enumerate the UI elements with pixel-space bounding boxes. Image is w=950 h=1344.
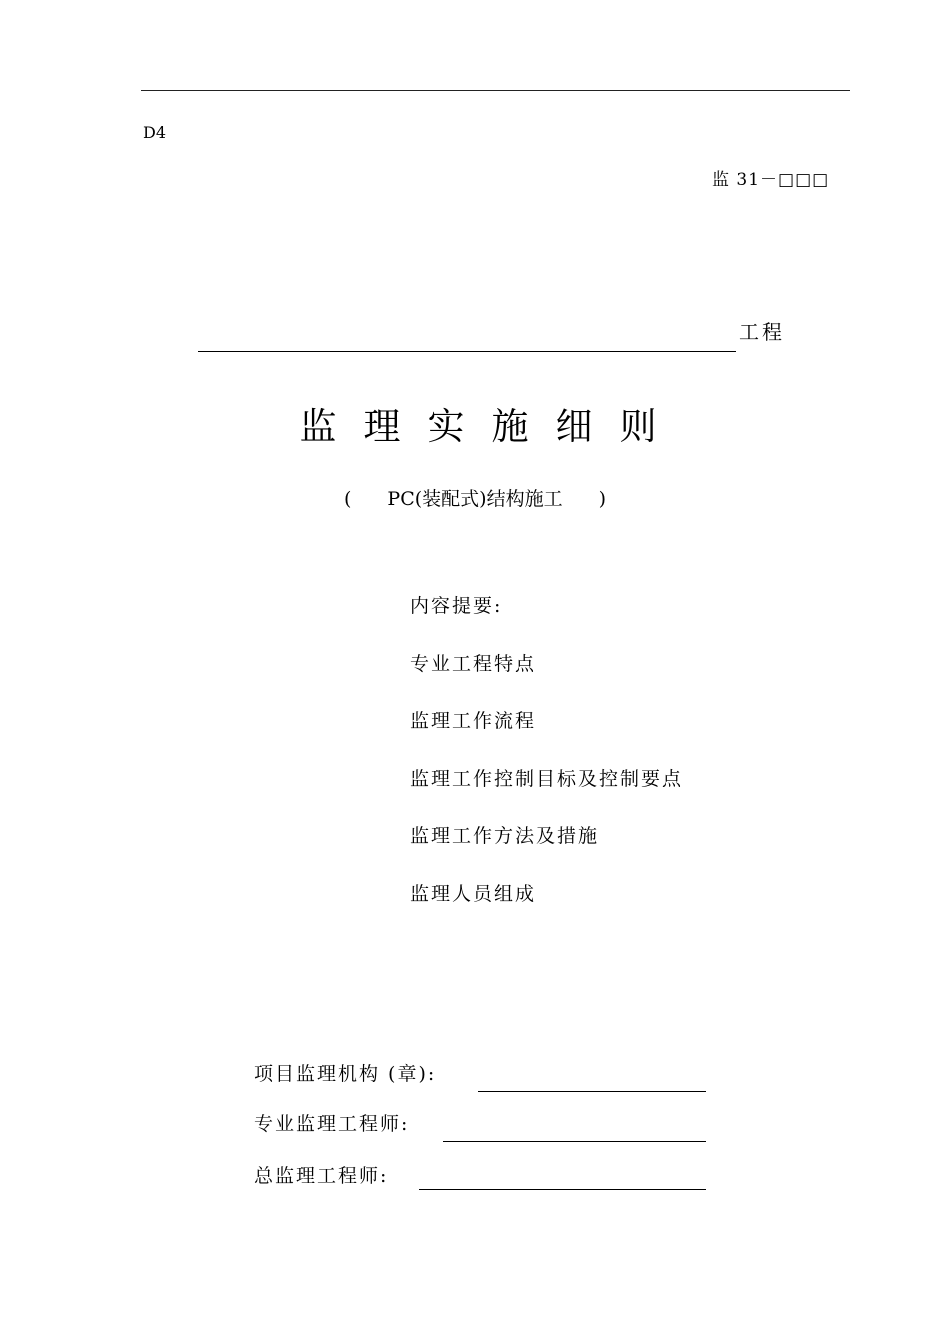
signature-org-label: 项目监理机构 (章): bbox=[254, 1063, 437, 1085]
subtitle-text: PC(装配式)结构施工 bbox=[387, 488, 563, 510]
document-number: 监 31－□□□ bbox=[712, 170, 830, 190]
document-subtitle bbox=[0, 484, 950, 511]
contents-item: 监理工作控制目标及控制要点 bbox=[410, 767, 684, 790]
signature-engineer-line[interactable] bbox=[443, 1141, 706, 1142]
project-name-line bbox=[198, 351, 736, 352]
form-code: D4 bbox=[143, 123, 167, 142]
subtitle-left-paren: ( bbox=[344, 488, 352, 510]
signature-org-line[interactable] bbox=[478, 1091, 706, 1092]
header-rule bbox=[141, 90, 850, 91]
signature-chief-label: 总监理工程师: bbox=[254, 1165, 389, 1187]
subtitle-right-paren: ) bbox=[598, 488, 606, 510]
project-suffix: 工程 bbox=[739, 320, 785, 344]
contents-item: 监理工作方法及措施 bbox=[410, 825, 600, 847]
signature-chief-line[interactable] bbox=[419, 1189, 706, 1190]
contents-heading: 内容提要: bbox=[410, 595, 503, 617]
signature-engineer-label: 专业监理工程师: bbox=[254, 1113, 410, 1135]
document-title: 监理实施细则 bbox=[299, 405, 684, 448]
contents-item: 监理人员组成 bbox=[410, 882, 537, 905]
contents-item: 监理工作流程 bbox=[410, 710, 537, 732]
contents-item: 专业工程特点 bbox=[410, 652, 537, 675]
contents-summary bbox=[410, 592, 683, 937]
